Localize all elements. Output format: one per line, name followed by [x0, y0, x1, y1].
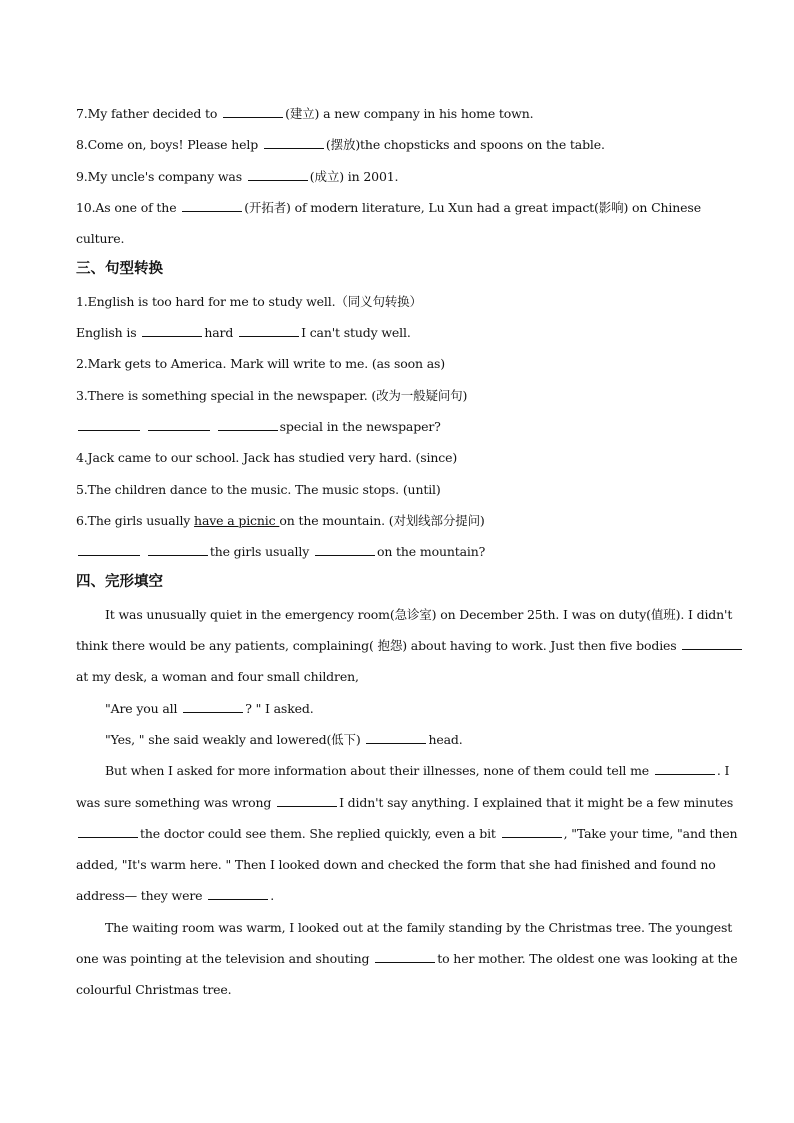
answer-blank[interactable] — [78, 825, 138, 838]
section3-answer-6: the girls usually on the mountain? — [76, 536, 716, 567]
answer-blank[interactable] — [208, 887, 268, 900]
answer-blank[interactable] — [315, 543, 375, 556]
passage-line: was sure something was wrong I didn't say anything. I explained that it might be a few minutes — [76, 794, 734, 810]
passage-line: "Yes, " she said weakly and lowered(低下) head. — [105, 731, 463, 747]
passage-line: address— they were . — [76, 888, 275, 904]
answer-blank[interactable] — [182, 199, 242, 212]
section3-answer-1: English is hard I can't study well. — [76, 325, 411, 341]
answer-blank[interactable] — [223, 105, 283, 118]
answer-blank[interactable] — [239, 324, 299, 337]
answer-blank[interactable] — [183, 700, 243, 713]
question-9: 9.My uncle's company was (成立) in 2001. — [76, 168, 399, 184]
passage-line: The waiting room was warm, I looked out at the family standing by the Christmas tree. The youngest — [105, 919, 733, 935]
passage-line: added, "It's warm here. " Then I looked down and checked the form that she had finished and found no — [76, 857, 716, 873]
worksheet-page — [76, 98, 738, 1006]
answer-blank[interactable] — [78, 543, 140, 556]
answer-blank[interactable] — [655, 762, 715, 775]
question-8: 8.Come on, boys! Please help (摆放)the chopsticks and spoons on the table. — [76, 137, 605, 153]
question-7: 7.My father decided to (建立) a new company in his home town. — [76, 106, 534, 121]
answer-blank[interactable] — [142, 324, 202, 337]
section3-question-2: 2.Mark gets to America. Mark will write to me. (as soon as) — [76, 356, 446, 372]
answer-blank[interactable] — [264, 136, 324, 149]
passage-line: the doctor could see them. She replied quickly, even a bit , "Take your time, "and then — [76, 818, 716, 849]
question-10-continued: culture. — [76, 231, 125, 247]
passage-line: "Are you all ? " I asked. — [105, 700, 314, 716]
answer-blank[interactable] — [218, 418, 278, 431]
passage-line: one was pointing at the television and shouting to her mother. The oldest one was looking at the — [76, 951, 738, 967]
answer-blank[interactable] — [148, 418, 210, 431]
passage-line: colourful Christmas tree. — [76, 982, 232, 998]
section-3-title: 三、句型转换 — [76, 261, 163, 278]
answer-blank[interactable] — [248, 168, 308, 181]
section-4-title: 四、完形填空 — [76, 574, 163, 591]
section3-question-1: 1.English is too hard for me to study well.（同义句转换） — [76, 293, 422, 309]
answer-blank[interactable] — [148, 543, 208, 556]
section3-question-6: 6.The girls usually have a picnic on the mountain. (对划线部分提问) — [76, 512, 485, 528]
passage-line: But when I asked for more information about their illnesses, none of them could tell me . I — [105, 763, 730, 779]
answer-blank[interactable] — [502, 825, 562, 838]
passage-line: at my desk, a woman and four small children, — [76, 669, 359, 685]
underlined-phrase: have a picnic — [194, 512, 280, 528]
answer-blank[interactable] — [375, 950, 435, 963]
answer-blank[interactable] — [277, 794, 337, 807]
section3-question-3: 3.There is something special in the newspaper. (改为一般疑问句) — [76, 387, 468, 403]
passage-line: It was unusually quiet in the emergency room(急诊室) on December 25th. I was on duty(值班). I didn't — [105, 606, 733, 622]
answer-blank[interactable] — [366, 731, 426, 744]
section3-answer-3: special in the newspaper? — [76, 411, 716, 442]
question-10: 10.As one of the (开拓者) of modern literature, Lu Xun had a great impact(影响) on Chinese — [76, 199, 701, 215]
section3-question-5: 5.The children dance to the music. The music stops. (until) — [76, 481, 441, 497]
answer-blank[interactable] — [682, 637, 742, 650]
passage-line: think there would be any patients, complaining( 抱怨) about having to work. Just then five bodies — [76, 630, 716, 661]
section3-question-4: 4.Jack came to our school. Jack has studied very hard. (since) — [76, 450, 458, 466]
answer-blank[interactable] — [78, 418, 140, 431]
